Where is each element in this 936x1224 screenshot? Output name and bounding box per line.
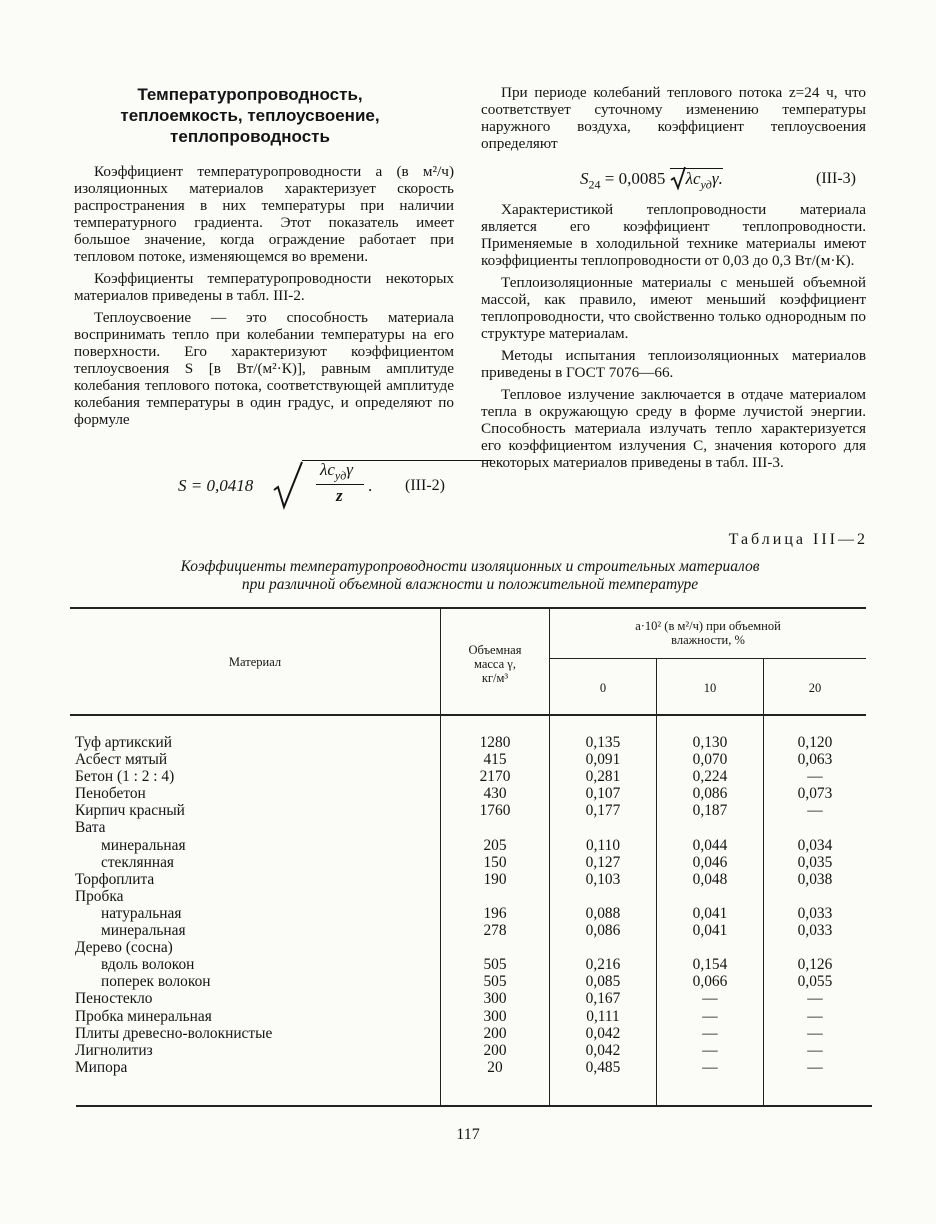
table-cell-value: 0,042: [585, 1041, 621, 1059]
table-cell-material: минеральная: [101, 836, 186, 854]
table-cell-value: —: [807, 1058, 823, 1076]
table-cell-value: 0,041: [692, 904, 728, 922]
table-cell-value: 0,127: [585, 853, 621, 871]
table-cell-value: 505: [483, 973, 507, 991]
paragraph: Тепловое излучение заключается в отдаче материалом тепла в окружающую среду в форме лучистой энергии. Способность материала излучать тепло характеризуется его коэффициентом излучения С, значения которого для некоторых материалов приведены в табл. III-3.: [481, 386, 866, 471]
table-cell-value: [550, 939, 656, 956]
material-column: [75, 734, 435, 1076]
table-cell-value: 0,485: [585, 1058, 621, 1076]
table-cell-value: 2170: [479, 768, 511, 786]
table-cell-value: [657, 819, 763, 836]
table-cell-value: 415: [483, 751, 507, 769]
table-cell-value: 0,088: [585, 904, 621, 922]
header-moisture-0: 0: [599, 681, 607, 695]
table-cell-value: 0,086: [692, 785, 728, 803]
table-cell-value: 0,070: [692, 751, 728, 769]
table-bottom-rule: [76, 1105, 872, 1107]
table-cell-value: 200: [483, 1024, 507, 1042]
table-cell-material: натуральная: [101, 904, 182, 922]
table-cell-value: [550, 819, 656, 836]
table-cell-value: 0,130: [692, 734, 728, 751]
formula-lhs: S = 0,0418: [178, 476, 254, 495]
table-cell-material: Торфоплита: [75, 870, 155, 888]
radical-sign-icon: [670, 167, 686, 189]
header-diffusivity-group: a·10² (в м²/ч) при объемной влажности, %: [635, 619, 781, 647]
table-cell-value: 278: [483, 922, 507, 940]
table-cell-value: 0,154: [692, 956, 728, 974]
radical-sign-icon: [272, 460, 304, 510]
table-cell-material: поперек волокон: [101, 973, 211, 991]
table-cell-value: 0,073: [797, 785, 833, 803]
equation-number: (III-2): [405, 477, 445, 494]
table-cell-value: 0,107: [585, 785, 621, 803]
table-cell-value: 0,103: [585, 870, 621, 888]
table-cell-material: стеклянная: [101, 853, 175, 871]
table-cell-value: —: [807, 1041, 823, 1059]
table-cell-material: Пеностекло: [75, 990, 153, 1008]
table-cell-material: Пенобетон: [75, 785, 146, 803]
table-cell-value: 0,042: [585, 1024, 621, 1042]
table-cell-value: —: [702, 990, 718, 1008]
table-cell-material: минеральная: [101, 922, 186, 940]
header-material: Материал: [228, 655, 282, 669]
table-cell-value: [764, 888, 866, 905]
header-moisture-10: 10: [703, 681, 717, 695]
table-cell-material: Мипора: [75, 1058, 128, 1076]
table-cell-value: [764, 939, 866, 956]
header-moisture-20: 20: [808, 681, 822, 695]
table-cell-material: Плиты древесно-волокнистые: [75, 1024, 273, 1042]
table-cell-material: Дерево (сосна): [75, 939, 173, 957]
table-cell-value: 0,041: [692, 922, 728, 940]
equation-number: (III-3): [816, 170, 856, 187]
paragraph: При периоде колебаний теплового потока z=24 ч, что соответствует суточному изменению температуры наружного воздуха, коэффициент теплоусвоения определяют: [481, 84, 866, 152]
paragraph: Характеристикой теплопроводности материала является его коэффициент теплопроводности. Применяемые в холодильной технике материалы имеют коэффициенты теплопроводности от 0,03 до 0,3 Вт/(м·К).: [481, 201, 866, 269]
table-cell-value: [657, 888, 763, 905]
table-cell-value: [657, 939, 763, 956]
table-cell-value: 0,111: [586, 1007, 620, 1025]
table-cell-value: 300: [483, 1007, 507, 1025]
table-cell-value: [764, 819, 866, 836]
table-header-rule: [70, 714, 866, 716]
moisture-0-column: [550, 734, 656, 1076]
table-cell-value: 0,091: [585, 751, 621, 769]
fraction-denominator: z: [336, 486, 343, 505]
table-cell-value: —: [807, 768, 823, 786]
table-cell-value: 0,033: [797, 922, 833, 940]
table-cell-value: 0,187: [692, 802, 728, 820]
table-cell-value: —: [702, 1058, 718, 1076]
table-cell-value: 0,281: [585, 768, 621, 786]
table-cell-value: —: [702, 1024, 718, 1042]
table-cell-value: 20: [487, 1058, 503, 1076]
table-cell-value: 0,063: [797, 751, 833, 769]
table-top-rule: [70, 607, 866, 609]
paragraph: Коэффициент температуропроводности а (в м²/ч) изоляционных материалов характеризует скорость распространения в них температуры при наличии температурного градиента. Этот показатель имеет большое значение, когда ограждение работает при тепловом потоке, изменяющемся во времени.: [74, 163, 454, 265]
section-title-line: Температуропроводность,: [137, 85, 363, 104]
table-cell-value: 0,046: [692, 853, 728, 871]
paragraph: Методы испытания теплоизоляционных материалов приведены в ГОСТ 7076—66.: [481, 347, 866, 381]
paragraph: Теплоизоляционные материалы с меньшей объемной массой, как правило, имеют меньший коэффициент теплопроводности, что свойственно только однородным по структуре материалам.: [481, 274, 866, 342]
table-cell-material: Вата: [75, 819, 106, 837]
formula-iii-3: $S_{24} = 0,0085$ $\lambda c_{уд}\gamma$.: [580, 169, 723, 192]
table-cell-value: 1280: [479, 734, 511, 751]
table-cell-value: 0,066: [692, 973, 728, 991]
table-cell-material: Пробка минеральная: [75, 1007, 212, 1025]
table-cell-value: —: [807, 1024, 823, 1042]
table-cell-value: 0,135: [585, 734, 621, 751]
table-cell-value: 0,035: [797, 853, 833, 871]
table-cell-value: 0,038: [797, 870, 833, 888]
table-cell-value: —: [807, 1007, 823, 1025]
fraction-bar: [316, 484, 364, 485]
table-cell-material: Бетон (1 : 2 : 4): [75, 768, 175, 786]
formula-period: .: [368, 476, 373, 495]
table-cell-value: 0,085: [585, 973, 621, 991]
table-cell-value: 300: [483, 990, 507, 1008]
paragraph: Теплоусвоение — это способность материала воспринимать тепло при колебании температуры на его поверхности. Его характеризуют коэффициентом теплоусвоения S [в Вт/(м²·К)], равным амплитуде колебания теплового потока, соответствующей амплитуде колебания температуры в один градус, и определяют по формуле: [74, 309, 454, 428]
table-caption: Коэффициенты температуропроводности изоляционных и строительных материалов при различной объемной влажности и положительной температуре: [180, 558, 760, 593]
moisture-20-column: [764, 734, 866, 1076]
table-cell-material: Кирпич красный: [75, 802, 185, 820]
table-cell-material: Асбест мятый: [75, 751, 168, 769]
header-density: Объемная масса γ, кг/м³: [468, 643, 522, 685]
table-cell-value: 0,224: [692, 768, 728, 786]
fraction-numerator: $\lambda c_{уд}\gamma$: [320, 460, 353, 483]
table-cell-material: вдоль волокон: [101, 956, 195, 974]
radical: $\lambda c_{уд}\gamma$.: [670, 168, 723, 192]
table-cell-value: —: [702, 1041, 718, 1059]
right-column: [481, 84, 866, 157]
table-cell-value: 1760: [479, 802, 511, 820]
table-cell-value: 196: [483, 904, 507, 922]
page-number: 117: [456, 1126, 480, 1143]
table-cell-value: —: [702, 1007, 718, 1025]
table-cell-value: —: [807, 990, 823, 1008]
moisture-10-column: [657, 734, 763, 1076]
table-subheader-rule: [549, 658, 866, 659]
right-column-continued: [481, 201, 866, 476]
table-cell-value: 0,126: [797, 956, 833, 974]
table-cell-value: 0,055: [797, 973, 833, 991]
table-cell-value: [550, 888, 656, 905]
section-title-line: теплоемкость, теплоусвоение,: [120, 106, 380, 125]
table-cell-value: 190: [483, 870, 507, 888]
table-cell-material: Лигнолитиз: [75, 1041, 153, 1059]
density-column: [441, 734, 549, 1076]
left-column: [74, 163, 454, 433]
table-cell-value: [441, 819, 549, 836]
table-number: Таблица III—2: [728, 531, 868, 548]
table-cell-value: 0,033: [797, 904, 833, 922]
table-cell-value: 430: [483, 785, 507, 803]
table-cell-material: Туф артикский: [75, 734, 172, 751]
table-cell-value: [441, 939, 549, 956]
table-cell-value: 0,034: [797, 836, 833, 854]
paragraph: Коэффициенты температуропроводности некоторых материалов приведены в табл. III-2.: [74, 270, 454, 304]
table-cell-value: 505: [483, 956, 507, 974]
table-cell-value: [441, 888, 549, 905]
table-cell-value: 0,044: [692, 836, 728, 854]
table-cell-value: 150: [483, 853, 507, 871]
table-cell-material: Пробка: [75, 887, 124, 905]
section-title: [100, 84, 400, 147]
table-cell-value: 205: [483, 836, 507, 854]
table-cell-value: 0,120: [797, 734, 833, 751]
table-cell-value: 0,216: [585, 956, 621, 974]
table-cell-value: 0,086: [585, 922, 621, 940]
table-cell-value: 0,177: [585, 802, 621, 820]
table-cell-value: 0,167: [585, 990, 621, 1008]
table-cell-value: 0,110: [585, 836, 621, 854]
table-cell-value: 200: [483, 1041, 507, 1059]
table-cell-value: —: [807, 802, 823, 820]
section-title-line: теплопроводность: [170, 127, 330, 146]
table-cell-value: 0,048: [692, 870, 728, 888]
